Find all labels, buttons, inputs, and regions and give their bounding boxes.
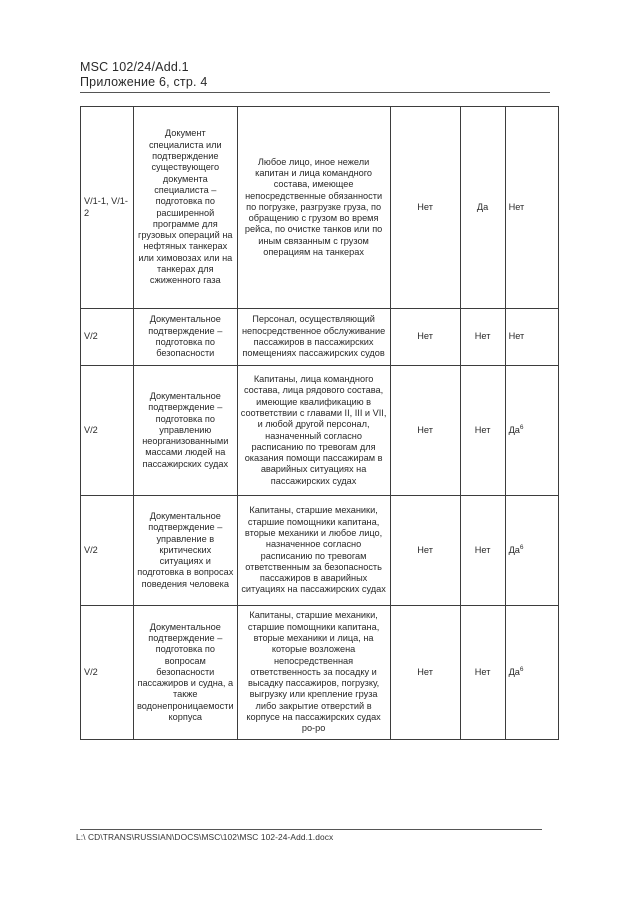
document-symbol: MSC 102/24/Add.1 [80,60,189,74]
table-row [81,496,559,606]
column-c-cell [505,496,558,606]
column-a-cell: Нет [390,496,460,606]
table-row [81,366,559,496]
regulation-cell: V/2 [81,606,134,740]
holder-cell: Капитаны, старшие механики, старшие помощники капитана, вторые механики и любое лицо, назначенное согласно расписанию по тревогам ответственным за безопасность пассажиров в аварийных ситуациях на пассажирских судах [237,496,390,606]
document-cell: Документальное подтверждение – подготовка по управлению неорганизованными массами людей на пассажирских судах [134,366,238,496]
holder-cell: Персонал, осуществляющий непосредственное обслуживание пассажиров в пассажирских помещениях пассажирских судов [237,309,390,366]
holder-cell: Любое лицо, иное нежели капитан и лица командного состава, имеющее непосредственные обязанности по погрузке, разгрузке груза, по обращению с грузом во время рейса, по очистке танков или по иным связанным с грузом операциям на танкерах [237,107,390,309]
document-cell: Документальное подтверждение – подготовка по безопасности [134,309,238,366]
regulation-cell: V/2 [81,366,134,496]
document-cell: Документ специалиста или подтверждение существующего документа специалиста – подготовка по расширенной программе для грузовых операций на нефтяных танкерах или химовозах или на танкерах для сжиженного газа [134,107,238,309]
table-row [81,606,559,740]
column-c-cell [505,606,558,740]
column-a-cell: Нет [390,309,460,366]
column-c-value: Да [508,666,520,677]
column-b-cell: Нет [460,366,505,496]
regulation-cell: V/2 [81,496,134,606]
document-cell: Документальное подтверждение – управление в критических ситуациях и подготовка в вопросах поведения человека [134,496,238,606]
holder-cell: Капитаны, старшие механики, старшие помощники капитана, вторые механики и лица, на которые возложена непосредственная ответственность за посадку и высадку пассажиров, погрузку, выгрузку или крепление груза либо закрытие отверстий в корпусе на пассажирских судах ро-ро [237,606,390,740]
column-c-cell [505,366,558,496]
column-a-cell: Нет [390,366,460,496]
footer-divider [80,829,542,830]
regulation-cell: V/1-1, V/1-2 [81,107,134,309]
column-b-cell: Нет [460,309,505,366]
page-header [80,60,550,90]
table-row [81,107,559,309]
footnote-marker: 6 [519,543,524,551]
annex-page-reference: Приложение 6, стр. 4 [80,75,208,89]
header-divider [80,92,550,93]
column-b-cell: Нет [460,496,505,606]
table-row [81,309,559,366]
footnote-marker: 6 [519,665,524,673]
column-c-value: Нет [508,331,525,342]
column-c-value: Да [508,544,520,555]
certificates-table [80,106,559,740]
column-c-value: Нет [508,201,525,212]
column-c-cell [505,309,558,366]
column-a-cell: Нет [390,606,460,740]
column-b-cell: Да [460,107,505,309]
footnote-marker: 6 [519,423,524,431]
column-c-value: Да [508,424,520,435]
column-c-cell [505,107,558,309]
column-b-cell: Нет [460,606,505,740]
column-a-cell: Нет [390,107,460,309]
holder-cell: Капитаны, лица командного состава, лица рядового состава, имеющие квалификацию в соответствии с главами II, III и VII, и любой другой персонал, назначенный согласно расписанию по тревогам для оказания помощи пассажирам в аварийных ситуациях на пассажирских судах [237,366,390,496]
regulation-cell: V/2 [81,309,134,366]
file-path: L:\ CD\TRANS\RUSSIAN\DOCS\MSC\102\MSC 102-24-Add.1.docx [76,832,334,842]
document-cell: Документальное подтверждение – подготовка по вопросам безопасности пассажиров и судна, а также водонепроницаемости корпуса [134,606,238,740]
